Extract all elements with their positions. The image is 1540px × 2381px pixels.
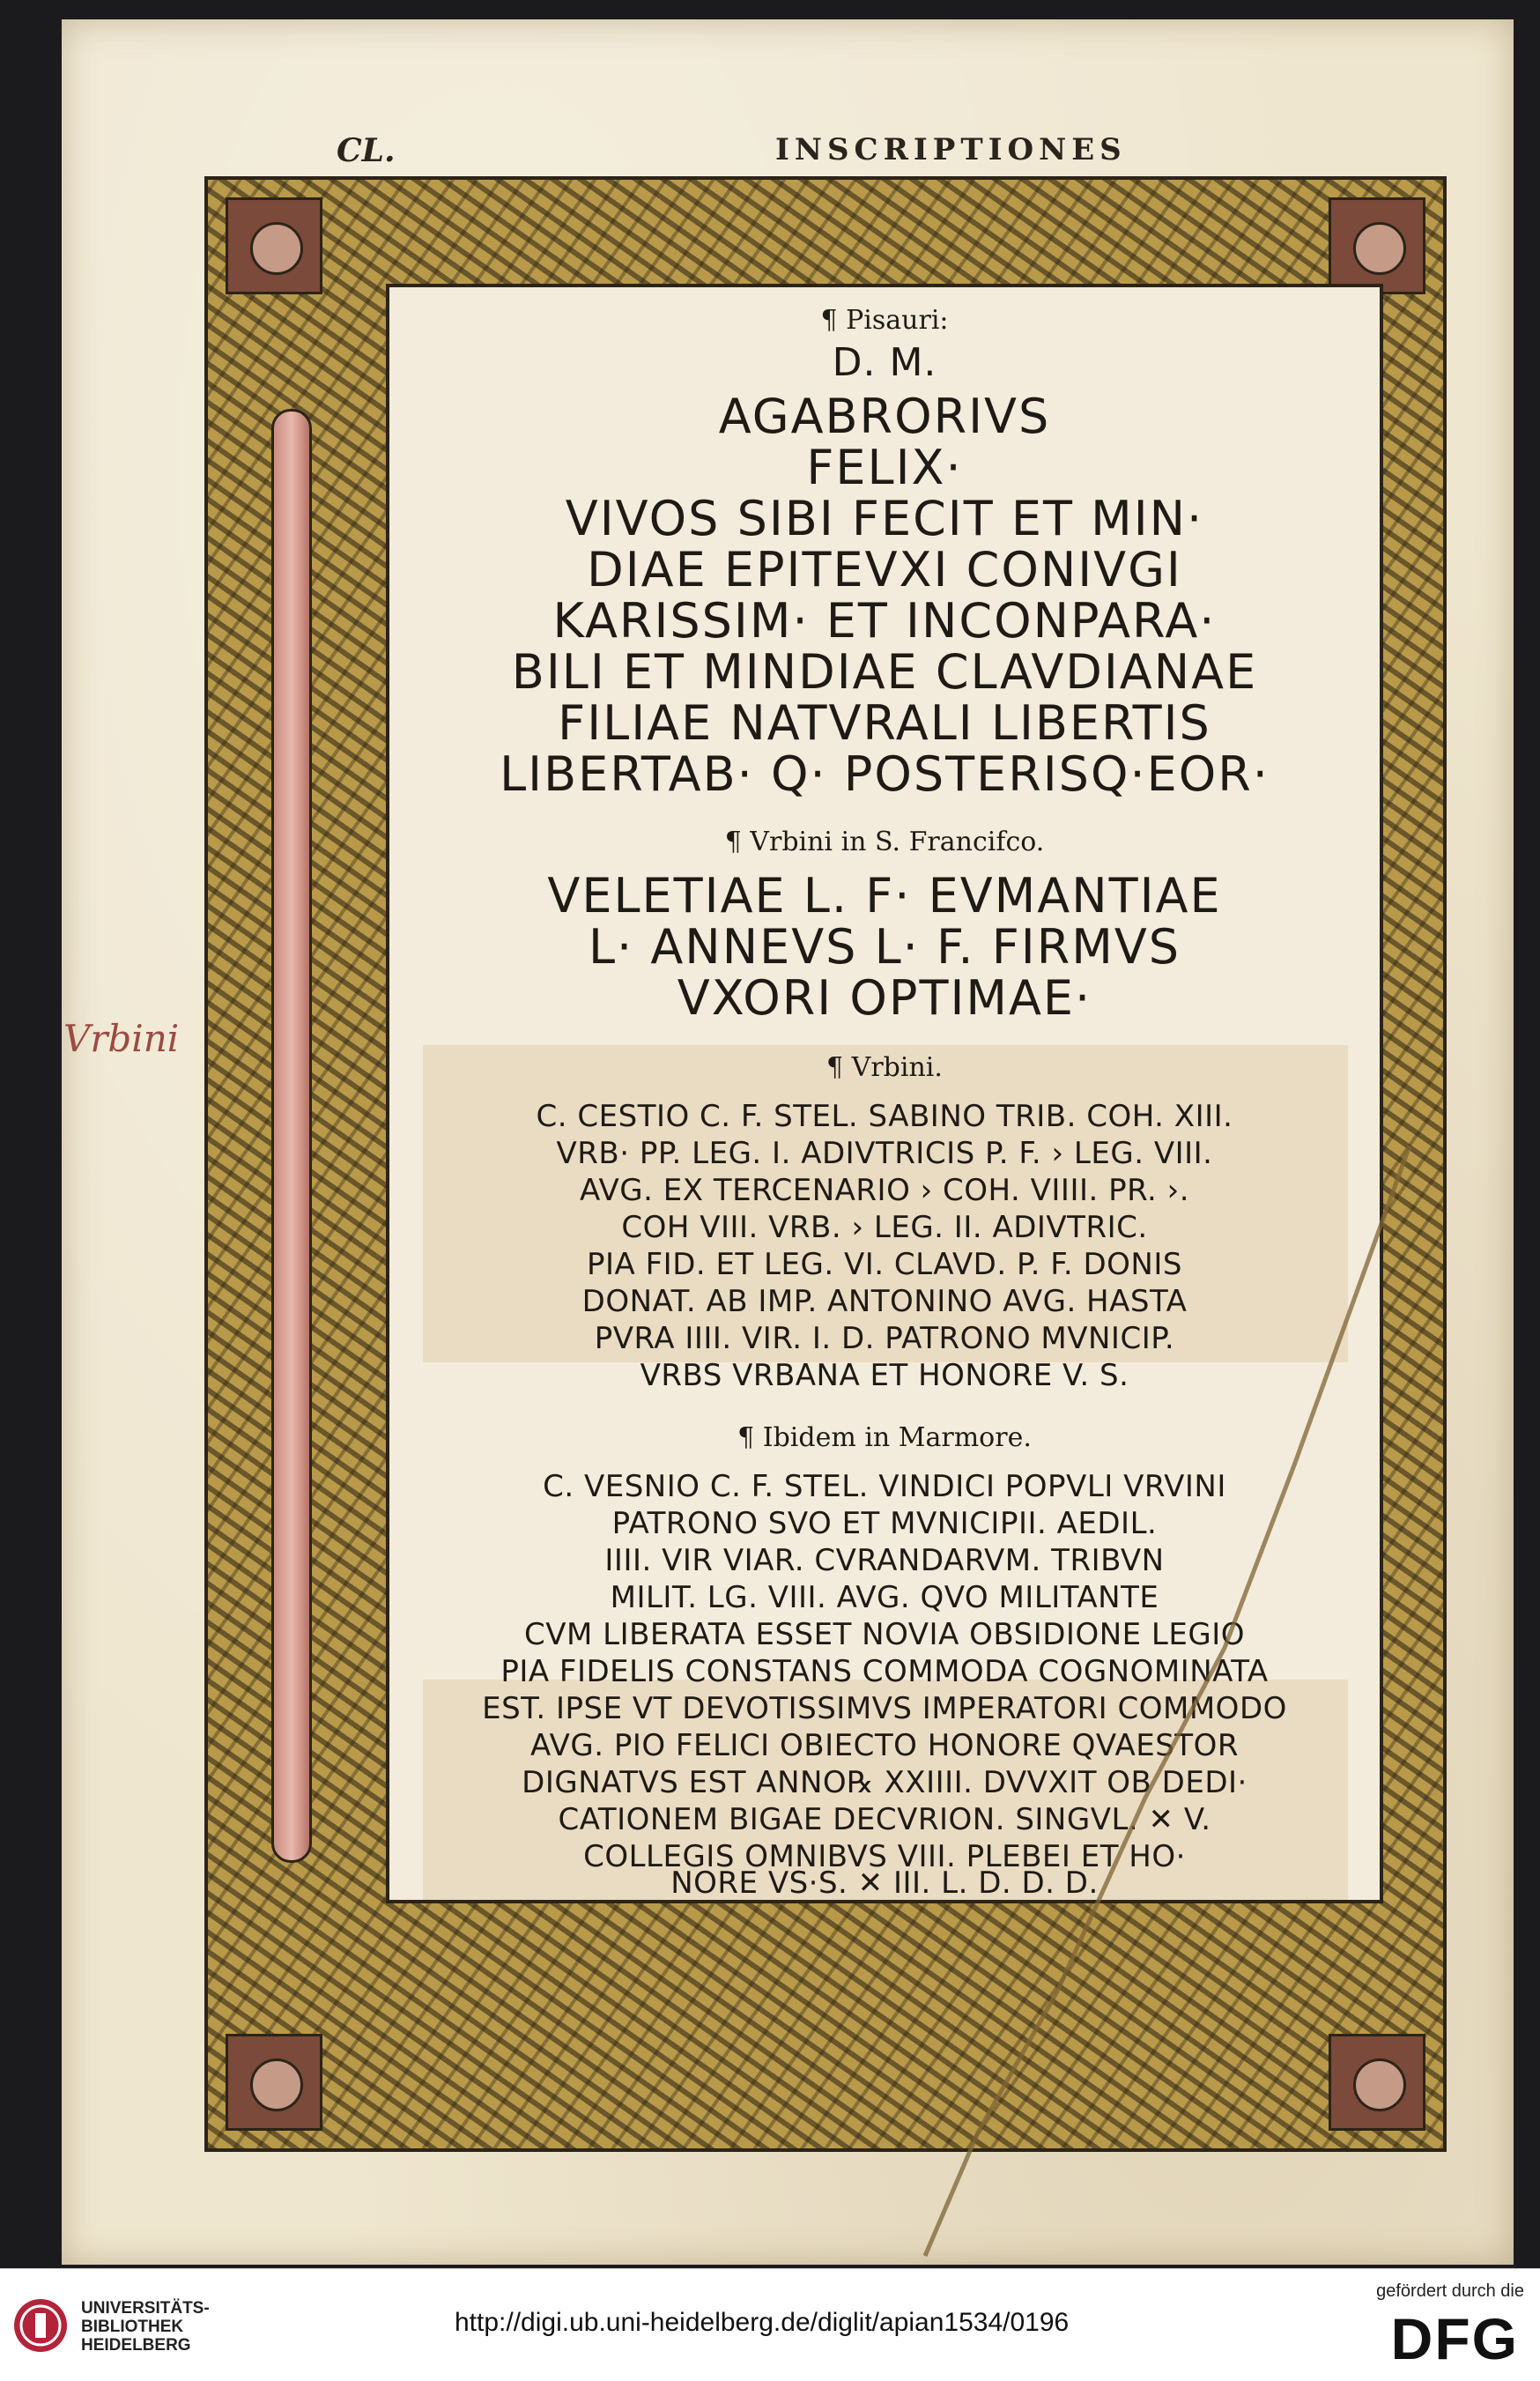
- inscription-line: C. CESTIO C. F. STEL. SABINO TRIB. COH. XIII.: [536, 1099, 1233, 1134]
- margin-annotation: Vrbini: [63, 1017, 180, 1060]
- inscription-line: BILI ET MINDIAE CLAVDIANAE: [511, 644, 1258, 700]
- inscription-line: PVRA IIII. VIR. I. D. PATRONO MVNICIP.: [594, 1321, 1175, 1356]
- inscription-line: AVG. PIO FELICI OBIECTO HONORE QVAESTOR: [530, 1728, 1239, 1763]
- inscription-location: ¶ Pisauri:: [820, 305, 949, 336]
- inscription-line: MILIT. LG. VIII. AVG. QVO MILITANTE: [610, 1580, 1159, 1615]
- left-column-ornament: [271, 409, 312, 1863]
- institution-line: UNIVERSITÄTS-: [81, 2299, 210, 2318]
- inscription-field: [386, 284, 1383, 1903]
- inscription-line: VRBS VRBANA ET HONORE V. S.: [640, 1358, 1129, 1393]
- footer-bar: [0, 2268, 1540, 2381]
- inscription-line: D. M.: [832, 340, 937, 385]
- corner-rosette-icon: [1329, 197, 1425, 294]
- inscription-line: EST. IPSE VT DEVOTISSIMVS IMPERATORI COMMODO: [482, 1691, 1287, 1726]
- funded-by-label: gefördert durch die: [1376, 2281, 1524, 2301]
- inscription-line: IIII. VIR VIAR. CVRANDARVM. TRIBVN: [604, 1543, 1165, 1578]
- inscription-line: COLLEGIS OMNIBVS VIII. PLEBEI ET HO·: [583, 1839, 1186, 1874]
- source-url-link[interactable]: http://digi.ub.uni-heidelberg.de/diglit/apian1534/0196: [455, 2308, 1070, 2337]
- institution-name: [81, 2299, 210, 2355]
- inscription-line: AVG. EX TERCENARIO › COH. VIIII. PR. ›.: [579, 1173, 1190, 1208]
- inscription-line: C. VESNIO C. F. STEL. VINDICI POPVLI VRVINI: [543, 1469, 1226, 1504]
- inscription-line: L· ANNEVS L· F. FIRMVS: [588, 919, 1181, 975]
- inscription-line: CVM LIBERATA ESSET NOVIA OBSIDIONE LEGIO: [524, 1617, 1245, 1652]
- folio-number: CL.: [337, 132, 396, 169]
- inscription-line: PATRONO SVO ET MVNICIPII. AEDIL.: [611, 1506, 1158, 1541]
- inscription-line: DIGNATVS EST ANNO℞ XXIIII. DVVXIT OB DEDI·: [522, 1765, 1248, 1800]
- dfg-logo: DFG: [1390, 2306, 1519, 2371]
- running-title: INSCRIPTIONES: [775, 132, 1127, 167]
- inscription-line: KARISSIM· ET INCONPARA·: [552, 593, 1217, 649]
- inscription-line: AGABRORIVS: [718, 389, 1051, 444]
- institution-line: BIBLIOTHEK: [81, 2318, 184, 2336]
- inscription-line: DIAE EPITEVXI CONIVGI: [587, 542, 1182, 597]
- inscription-line: PIA FIDELIS CONSTANS COMMODA COGNOMINATA: [500, 1654, 1269, 1689]
- inscription-line: DONAT. AB IMP. ANTONINO AVG. HASTA: [581, 1284, 1188, 1319]
- inscription-line: FILIAE NATVRALI LIBERTIS: [558, 695, 1211, 751]
- corner-rosette-icon: [1329, 2034, 1425, 2131]
- inscription-line: VRB· PP. LEG. I. ADIVTRICIS P. F. › LEG. VIII.: [556, 1136, 1213, 1171]
- inscription-location: ¶ Ibidem in Marmore.: [737, 1422, 1032, 1453]
- inscription-line: LIBERTAB· Q· POSTERISQ·EOR·: [500, 746, 1270, 802]
- corner-rosette-icon: [226, 197, 322, 294]
- corner-rosette-icon: [226, 2034, 322, 2131]
- university-seal-icon: [12, 2297, 69, 2354]
- inscription-line: PIA FID. ET LEG. VI. CLAVD. P. F. DONIS: [587, 1247, 1182, 1282]
- inscription-line: COH VIII. VRB. › LEG. II. ADIVTRIC.: [621, 1210, 1148, 1245]
- inscription-line: VIVOS SIBI FECIT ET MIN·: [565, 491, 1204, 546]
- institution-line: HEIDELBERG: [81, 2336, 191, 2355]
- inscription-line: CATIONEM BIGAE DECVRION. SINGVL. ✕ V.: [558, 1802, 1211, 1837]
- inscription-line: VELETIAE L. F· EVMANTIAE: [547, 868, 1222, 923]
- inscription-location: ¶ Vrbini.: [826, 1052, 943, 1083]
- inscription-location: ¶ Vrbini in S. Francifco.: [724, 827, 1045, 857]
- inscription-line: NORE VS·S. ✕ III. L. D. D. D.: [670, 1865, 1099, 1901]
- inscription-line: FELIX·: [806, 440, 963, 495]
- inscription-line: VXORI OPTIMAE·: [677, 970, 1092, 1026]
